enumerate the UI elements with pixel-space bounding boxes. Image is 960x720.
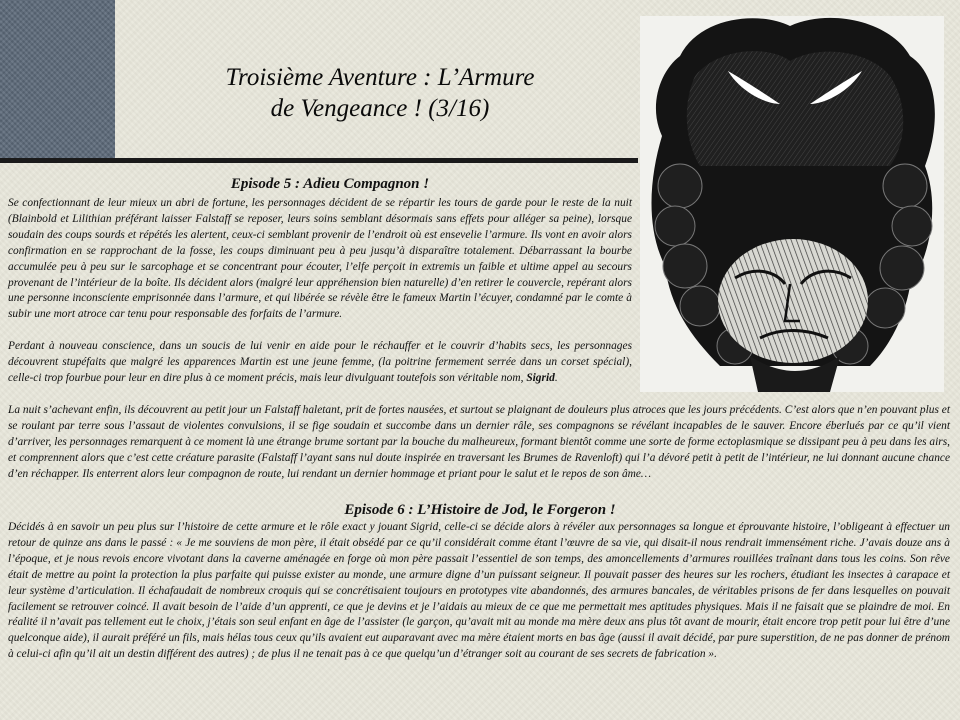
decorative-left-bar	[0, 0, 115, 158]
episode-5-paragraph-2-text: Perdant à nouveau conscience, dans un soucis de lui venir en aide pour le réchauffer et le couvrir d’habits secs, les personnages découvrent stupéfaits que malgré les apparences Martin est une jeune femme, (la poitrine fermement serrée dans un corset spécial), celle-ci trop fourbue pour leur en dire plus à ce moment précis, mais leur divulguant toutefois son véritable nom,	[8, 340, 632, 384]
page-title-line-2: de Vengeance ! (3/16)	[270, 95, 490, 122]
horizontal-rule	[0, 158, 638, 163]
demon-engraving-illustration	[640, 16, 944, 392]
episode-5-paragraph-2	[8, 339, 632, 387]
page-title	[140, 62, 620, 124]
episode-5-paragraph-3: La nuit s’achevant enfin, ils découvrent au petit jour un Falstaff haletant, prit de fortes nausées, et surtout se plaignant de douleurs plus atroces que les jours précédents. C’est alors que n’en pouvant plus et se roulant par terre sous l’assaut de violentes convulsions, il se fige soudain et succombe dans un dernier râle, ses compagnons se révélant incapables de le sauver. Encore éberlués par ce qu’il vient d’arriver, les personnages remarquent à ce moment là une étrange brume sortant par la bouche du malheureux, formant bientôt comme une sorte de forme ectoplasmique se dissipant peu à peu dans les airs, et comprennent alors que c’est cette créature parasite (Falstaff l’ayant sans nul doute inspirée en traversant les Brumes de Ravenloft) qui l’a dévoré petit à petit de l’intérieur, ne lui donnant aucune chance d’en réchapper. Ils enterrent alors leur compagnon de route, lui rendant un dernier hommage et priant pour le salut et le repos de son âme…	[8, 404, 950, 480]
episode-5-paragraph-2-end: .	[554, 371, 558, 384]
face	[718, 239, 868, 363]
demon-face-image	[640, 16, 944, 392]
episode-6-paragraph-1: Décidés à en savoir un peu plus sur l’histoire de cette armure et le rôle exact y jouant Sigrid, celle-ci se décide alors à révéler aux personnages sa longue et éprouvante histoire, l’obligeant à effectuer un retour de quinze ans dans le passé : « Je me souviens de mon père, il était obsédé par ce qu’il considérait comme étant l’œuvre de sa vie, qui disait-il nous rendrait immensément riche. J’avais douze ans à l’époque, et je nous revois encore vivotant dans la caverne aménagée en forge où mon père passait l’essentiel de son temps, des amoncellements d’armures rouillées traînant dans tous les coins. Son rêve était de mettre au point la protection la plus parfaite qui puisse exister au monde, une armure digne d’un puissant seigneur. Il pouvait passer des heures sur les rochers, étudiant les insectes à carapace et leur système d’articulation. Il échafaudait de nombreux croquis qui se concrétisaient toujours en prototypes vite abandonnés, des armures bancales, de véritables prisons de fer dans lesquelles on pouvait facilement se retrouver coincé. Il avait besoin de l’aide d’un apprenti, ce que je devins et je l’aidais au mieux de ce que me permettait mes aptitudes physiques. Mais il ne faisait que se plaindre de moi. En réalité il n’avait pas tellement eut le choix, j’étais son seul enfant en âge de l’assister (le garçon, qu’avait mit au monde ma mère deux ans plus tôt avant de mourir, était encore trop petit pour lui être d’une quelconque aide), il aurait préféré un fils, mais hélas tous ceux qu’ils avaient eut auparavant avec ma mère étaient morts en bas âge (aussi il avait décidé, par pure superstition, de ne pas donner de prénom à celui-ci afin qu’il ait un destin différent des autres) ; de plus il ne tenait pas à ce que quelqu’un d’étranger soit au courant de ses secrets de fabrication ».	[8, 521, 950, 661]
page-title-line-1: Troisième Aventure : L’Armure	[225, 64, 535, 91]
episode-5-paragraph-1: Se confectionnant de leur mieux un abri de fortune, les personnages décident de se répartir les tours de garde pour le reste de la nuit (Blainbold et Lilithian préférant laisser Falstaff se reposer, leurs soins semblant désormais sans effets pour alléger sa peine), lorsque soudain des coups sourds et répétés les alertent, ceux-ci semblant provenir de l’endroit où est ensevelie l’armure. Ils vont en avoir alors confirmation en se rapprochant de la fosse, les coups diminuant peu à peu jusqu’à disparaître totalement. Débarrassant la bourbe accumulée peu à peu sur le sarcophage et se concentrant pour écouter, l’elfe perçoit in extremis un faible et ultime appel au secours provenant de l’intérieur de la boîte. Ils décident alors (malgré leur appréhension bien naturelle) d’en retirer le couvercle, repérant alors une personne inconsciente emprisonnée dans l’armure, et qui libérée se révèle être le fameux Martin l’écuyer, condamné par le comte à subir une mort atroce car tenu pour responsable des forfaits de l’armure.	[8, 197, 632, 321]
character-name-sigrid: Sigrid	[526, 371, 555, 384]
episode-5-title: Episode 5 : Adieu Compagnon !	[230, 176, 430, 192]
episode-6-title: Episode 6 : L’Histoire de Jod, le Forgeron !	[344, 502, 616, 518]
